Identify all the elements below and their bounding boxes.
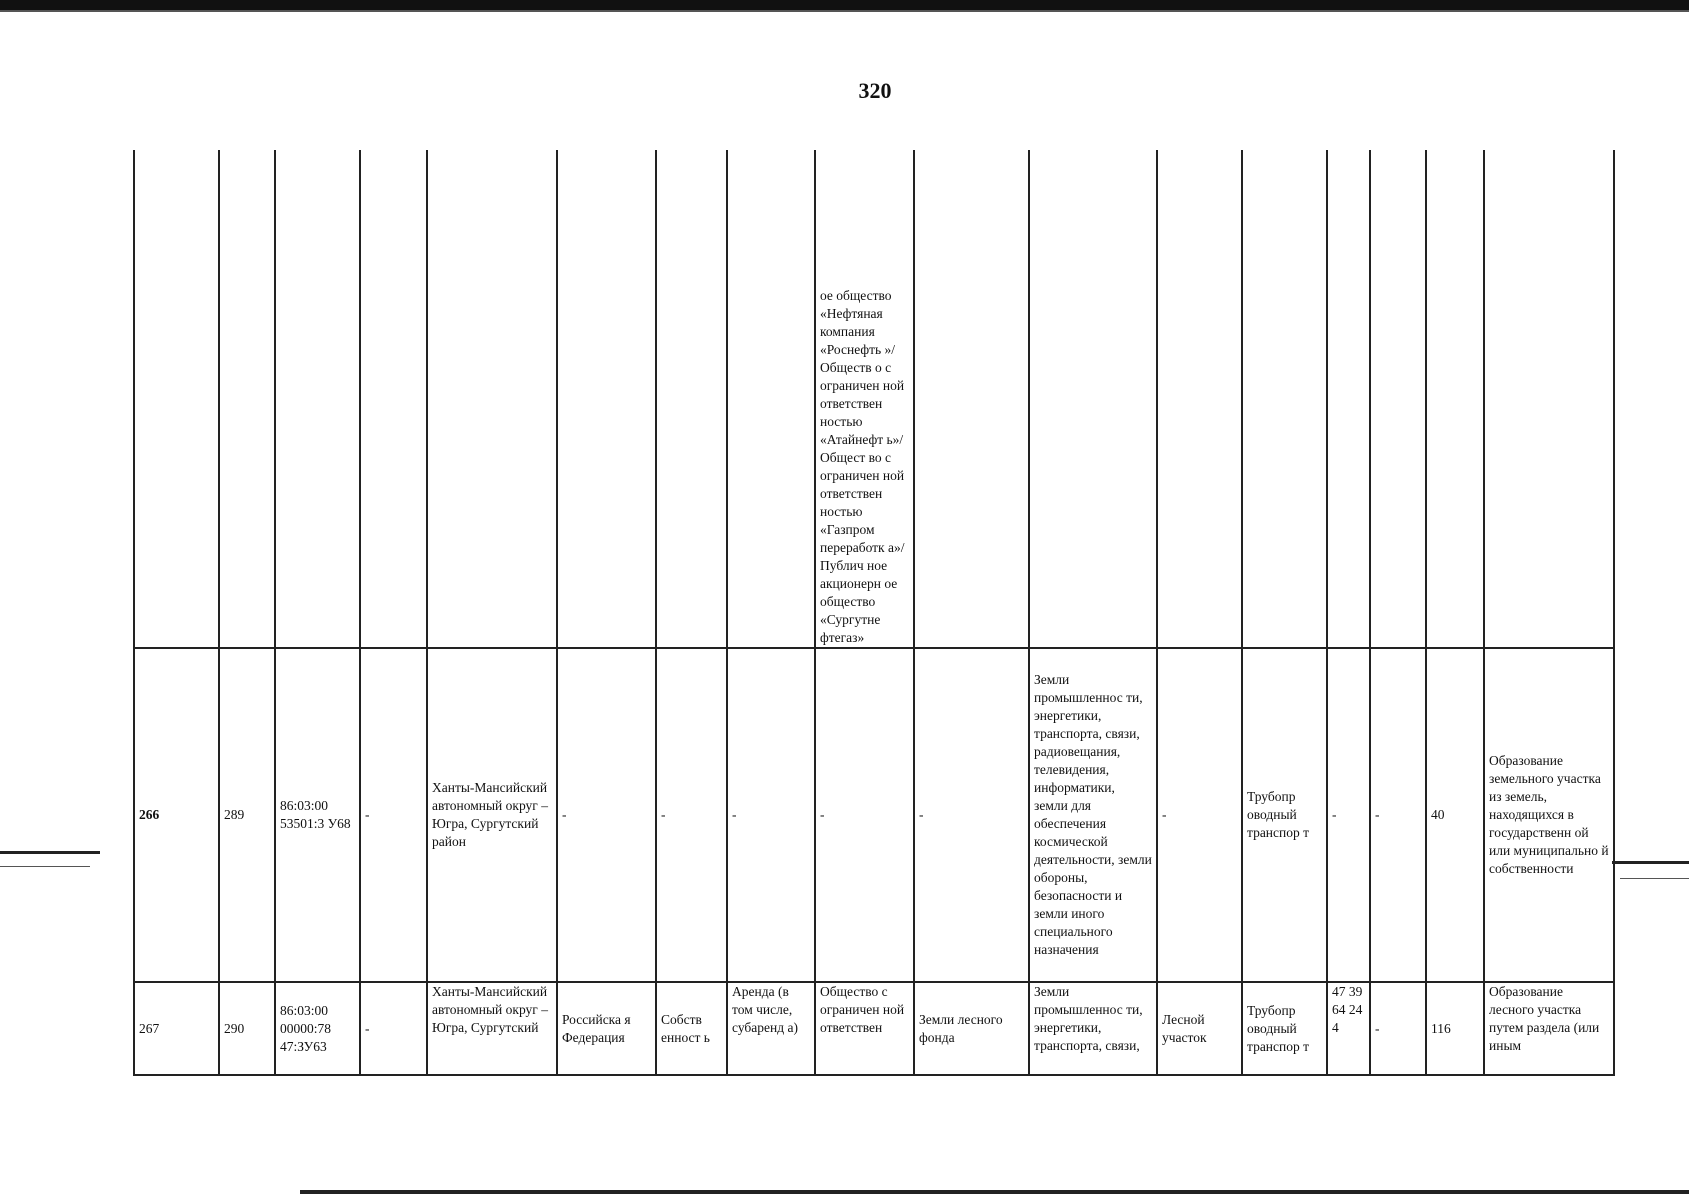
cell-area: 40: [1426, 648, 1484, 982]
cell-col14: 47 39 64 24 4: [1327, 982, 1370, 1075]
cell-use: Трубопр оводный транспор т: [1242, 648, 1327, 982]
cell-cadastral-number: 86:03:00 53501:3 У68: [275, 648, 360, 982]
cell-empty: [914, 150, 1029, 648]
cell-number: 290: [219, 982, 275, 1075]
cell-empty: [1242, 150, 1327, 648]
cell-empty: [557, 150, 656, 648]
cell-col14: -: [1327, 648, 1370, 982]
cell-category: -: [914, 648, 1029, 982]
table-row-continuation: [134, 150, 1614, 648]
cell-category: Земли лесного фонда: [914, 982, 1029, 1075]
right-margin-mark-thin: [1620, 878, 1689, 879]
cell-empty: [1327, 150, 1370, 648]
scan-top-border: [0, 0, 1689, 10]
scan-top-border-thin: [0, 10, 1689, 12]
cell-empty: [360, 150, 427, 648]
cell-empty: [134, 150, 219, 648]
cell-right: Собств енност ь: [656, 982, 727, 1075]
cell-empty: [219, 150, 275, 648]
cell-holder-continued: ое общество «Нефтяная компания «Роснефть »/Обществ о с ограничен ной ответствен ностью «Атайнефт ь»/Общест во с ограничен ной ответствен ностью «Газпром переработк а»/Публич ное акционерн ое общество «Сургутне фтегаз»: [815, 150, 914, 648]
cell-holder: -: [815, 648, 914, 982]
table-row: [134, 982, 1614, 1075]
cell-empty: [427, 150, 557, 648]
cell-empty: [727, 150, 815, 648]
cell-action: Образование земельного участка из земель, находящихся в государственн ой или муниципально й собственности: [1484, 648, 1614, 982]
cell-purpose: Земли промышленнос ти, энергетики, транспорта, связи,: [1029, 982, 1157, 1075]
cell-col15: -: [1370, 648, 1426, 982]
cell-row-number: 267: [134, 982, 219, 1075]
cell-empty: [1029, 150, 1157, 648]
scan-bottom-border: [300, 1190, 1689, 1194]
cell-owner: Российска я Федерация: [557, 982, 656, 1075]
left-margin-mark: [0, 851, 100, 854]
cell-encumbrance: Аренда (в том числе, субаренд а): [727, 982, 815, 1075]
land-register-table: [133, 150, 1615, 1076]
cell-area: 116: [1426, 982, 1484, 1075]
cell-holder: Общество с ограничен ной ответствен: [815, 982, 914, 1075]
cell-empty: [1484, 150, 1614, 648]
cell-empty: [275, 150, 360, 648]
page-number: 320: [858, 78, 892, 103]
cell-owner: -: [557, 648, 656, 982]
cell-location: Ханты-Мансийский автономный округ – Югра, Сургутский район: [427, 648, 557, 982]
cell-encumbrance: -: [727, 648, 815, 982]
left-margin-mark-thin: [0, 866, 90, 867]
cell-action: Образование лесного участка путем раздела (или иным: [1484, 982, 1614, 1075]
cell-empty: [1157, 150, 1242, 648]
cell-empty: [1426, 150, 1484, 648]
cell-row-number: 266: [134, 648, 219, 982]
cell-purpose: Земли промышленнос ти, энергетики, транспорта, связи, радиовещания, телевидения, информатики, земли для обеспечения космической деятельности, земли обороны, безопасности и земли иного специального назначения: [1029, 648, 1157, 982]
cell-col4: -: [360, 648, 427, 982]
cell-kind: Лесной участок: [1157, 982, 1242, 1075]
cell-use: Трубопр оводный транспор т: [1242, 982, 1327, 1075]
cell-location: Ханты-Мансийский автономный округ – Югра, Сургутский: [427, 982, 557, 1075]
table-row: [134, 648, 1614, 982]
cell-col15: -: [1370, 982, 1426, 1075]
right-margin-mark: [1612, 861, 1689, 864]
cell-kind: -: [1157, 648, 1242, 982]
cell-col4: -: [360, 982, 427, 1075]
cell-cadastral-number: 86:03:00 00000:78 47:ЗУ63: [275, 982, 360, 1075]
cell-empty: [1370, 150, 1426, 648]
cell-empty: [656, 150, 727, 648]
cell-number: 289: [219, 648, 275, 982]
cell-right: -: [656, 648, 727, 982]
